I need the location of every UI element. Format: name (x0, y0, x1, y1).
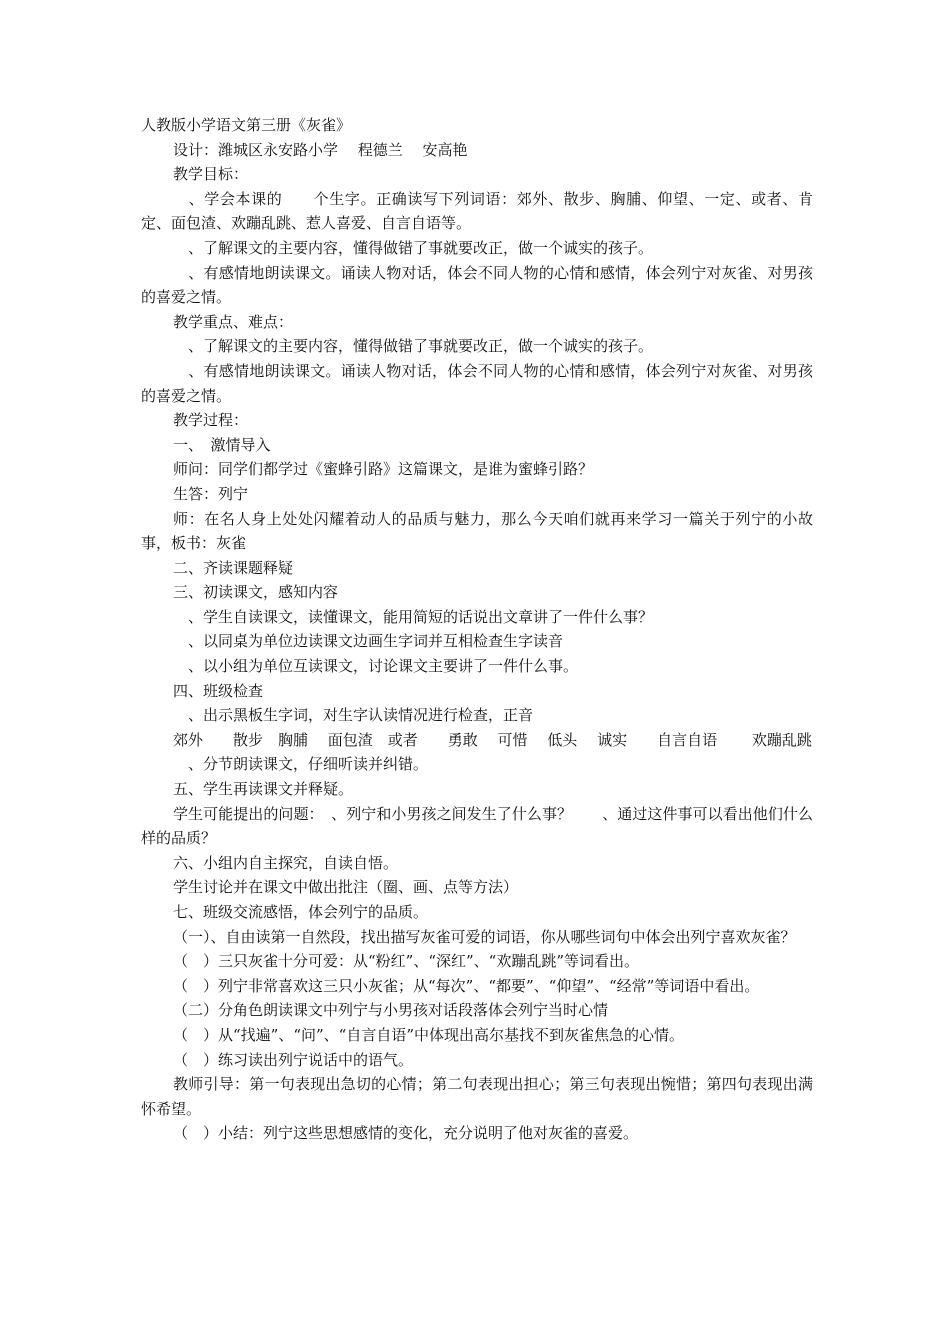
document-paragraph: 师：在名人身上处处闪耀着动人的品质与魅力，那么今天咱们就再来学习一篇关于列宁的小故事，板书：灰雀 (141, 509, 813, 553)
document-paragraph: （二）分角色朗读课文中列宁与小男孩对话段落体会列宁当时心情 (173, 1001, 609, 1020)
document-paragraph: （ ）小结：列宁这些思想感情的变化，充分说明了他对灰雀的喜爱。 (173, 1124, 639, 1143)
document-paragraph: 人教版小学语文第三册《灰雀》 (141, 116, 352, 134)
document-paragraph: 生答：列宁 (173, 484, 249, 503)
document-paragraph: （ ）从“找遍”、“问”、“自言自语”中体现出高尔基找不到灰雀焦急的心情。 (173, 1025, 685, 1044)
document-paragraph: 、了解课文的主要内容，懂得做错了事就要改正，做一个诚实的孩子。 (173, 238, 654, 257)
document-paragraph: 、有感情地朗读课文。诵读人物对话，体会不同人物的心情和感情，体会列宁对灰雀、对男孩的喜爱之情。 (141, 263, 813, 307)
document-paragraph: 郊外 散步 胸脯 面包渣 或者 勇敢 可惜 低头 诚实 自言自语 欢蹦乱跳 (173, 730, 812, 749)
document-page (141, 113, 813, 1146)
document-paragraph: 、出示黑板生字词，对生字认读情况进行检查，正音 (173, 706, 534, 725)
document-paragraph: 、分节朗读课文，仔细听读并纠错。 (173, 755, 429, 774)
document-paragraph: 六、小组内自主探究，自读自悟。 (173, 853, 399, 872)
document-paragraph: 设计：潍城区永安路小学 程德兰 安高艳 (173, 140, 468, 159)
document-paragraph: 、学会本课的 个生字。正确读写下列词语：郊外、散步、胸脯、仰望、一定、或者、肯定、面包渣、欢蹦乱跳、惹人喜爱、自言自语等。 (141, 189, 813, 233)
document-paragraph: 四、班级检查 (173, 681, 264, 700)
document-paragraph: 、学生自读课文，读懂课文，能用简短的话说出文章讲了一件什么事？ (173, 607, 654, 626)
document-paragraph: 二、齐读课题释疑 (173, 558, 294, 577)
document-paragraph: 、以同桌为单位边读课文边画生字词并互相检查生字读音 (173, 632, 564, 651)
document-paragraph: 教学目标： (173, 165, 249, 184)
document-paragraph: 、了解课文的主要内容，懂得做错了事就要改正，做一个诚实的孩子。 (173, 337, 654, 356)
document-paragraph: （ ）练习读出列宁说话中的语气。 (173, 1050, 414, 1069)
document-paragraph: 五、学生再读课文并释疑。 (173, 780, 354, 799)
document-paragraph: （ ）三只灰雀十分可爱：从“粉红”、“深红”、“欢蹦乱跳”等词看出。 (173, 952, 640, 971)
document-paragraph: 学生可能提出的问题： 、列宁和小男孩之间发生了什么事？ 、通过这件事可以看出他们什么样的品质？ (141, 804, 813, 848)
document-paragraph: 教师引导：第一句表现出急切的心情；第二句表现出担心；第三句表现出惋惜；第四句表现出满怀希望。 (141, 1075, 813, 1118)
document-paragraph: （ ）列宁非常喜欢这三只小灰雀；从“每次”、“都要”、“仰望”、“经常”等词语中看出。 (173, 976, 760, 995)
document-paragraph: （一）、自由读第一自然段，找出描写灰雀可爱的词语，你从哪些词句中体会出列宁喜欢灰雀？ (173, 927, 796, 946)
document-paragraph: 一、 激情导入 (173, 435, 271, 454)
document-paragraph: 三、初读课文，感知内容 (173, 583, 339, 602)
document-paragraph: 、以小组为单位互读课文，讨论课文主要讲了一件什么事。 (173, 657, 579, 676)
document-paragraph: 、有感情地朗读课文。诵读人物对话，体会不同人物的心情和感情，体会列宁对灰雀、对男孩的喜爱之情。 (141, 361, 813, 405)
document-paragraph: 师问：同学们都学过《蜜蜂引路》这篇课文，是谁为蜜蜂引路？ (173, 460, 594, 479)
document-paragraph: 教学过程： (173, 411, 249, 430)
document-paragraph: 学生讨论并在课文中做出批注（圈、画、点等方法） (173, 878, 519, 897)
document-paragraph: 教学重点、难点： (173, 312, 294, 331)
document-paragraph: 七、班级交流感悟，体会列宁的品质。 (173, 903, 429, 921)
